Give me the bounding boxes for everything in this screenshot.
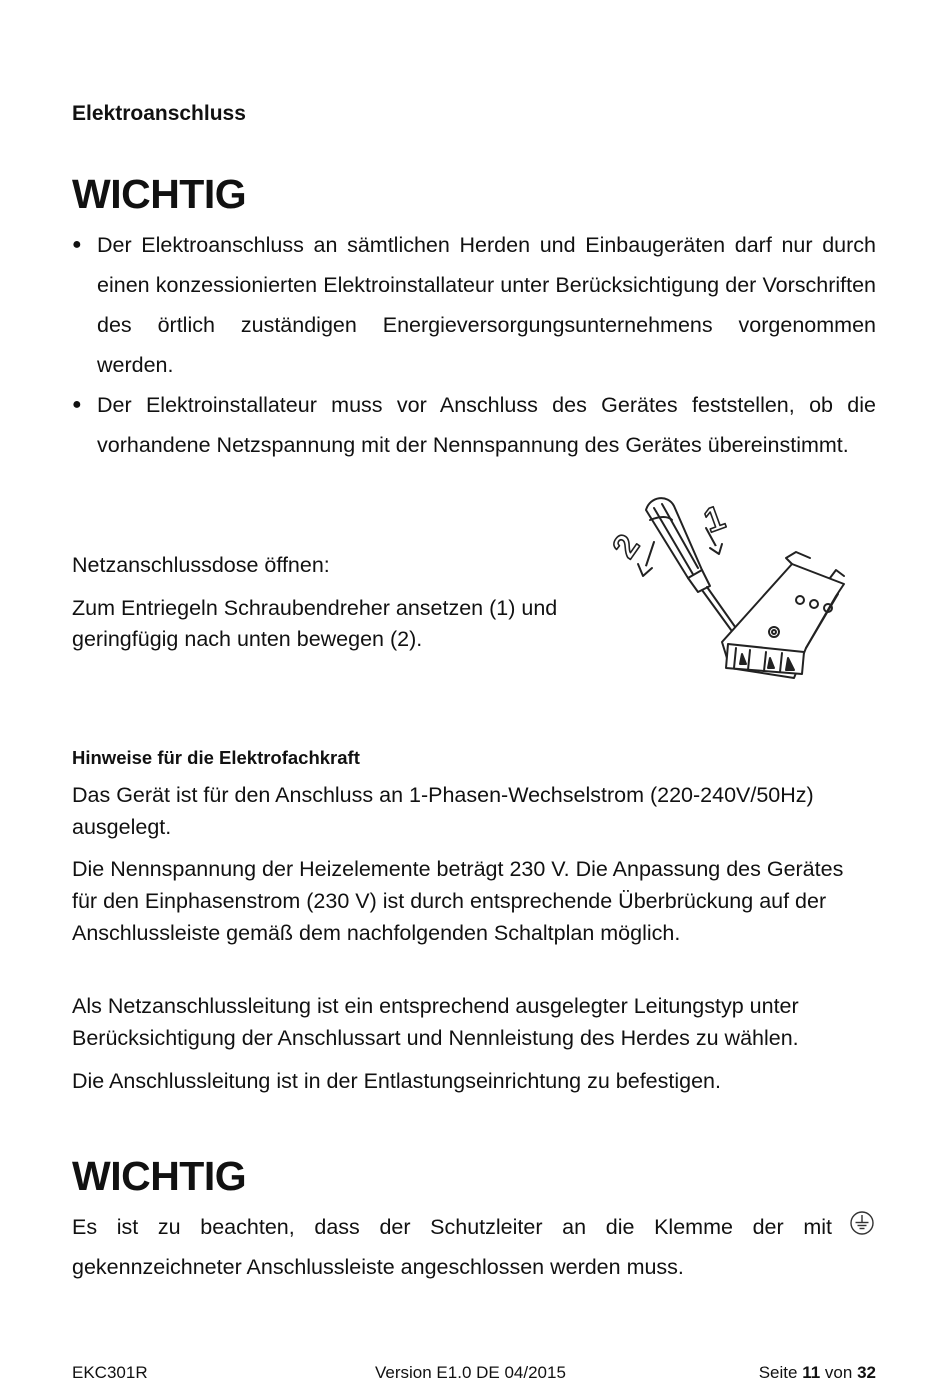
label-2-glyph [605,528,647,565]
footer-page-total: 32 [857,1363,876,1382]
bullet-dot-icon: ● [72,236,82,253]
bullet-text: Der Elektroanschluss an sämtlichen Herden und Einbaugeräten darf nur durch einen konzessionierten Elektroinstallateur unter Berücksichtigung der Vorschriften des örtlich zuständigen Energieversorgungsunternehmens vorgenommen werden. [97,233,876,377]
electrician-note-paragraph: Das Gerät ist für den Anschluss an 1-Phasen-Wechselstrom (220-240V/50Hz) ausgelegt. [72,783,814,839]
electrician-notes-heading: Hinweise für die Elektrofachkraft [72,747,360,768]
figure-label-2: 2 [605,527,648,565]
footer-model: EKC301R [72,1363,148,1382]
protective-conductor-line1: Es ist zu beachten, dass der Schutzleiter an die Klemme der mit [72,1215,832,1239]
warning-heading-2: WICHTIG [72,1153,247,1199]
open-box-title: Netzanschlussdose öffnen: [72,553,330,577]
screwdriver-illustration [605,492,850,682]
electrician-note-paragraph: Die Nennspannung der Heizelemente beträgt 230 V. Die Anpassung des Gerätes für den Einphasenstrom (230 V) ist durch entsprechende Überbrückung auf der Anschlussleiste gemäß dem nachfolgenden Schaltplan möglich. [72,857,844,945]
open-box-instruction-line2: geringfügig nach unten bewegen (2). [72,627,423,651]
electrician-note-paragraph: Als Netzanschlussleitung ist ein entsprechend ausgelegter Leitungstyp unter Berücksichtigung der Anschlussart und Nennleistung des Herdes zu wählen. [72,994,799,1050]
footer-page-current: 11 [802,1363,821,1382]
figure-label-1: 1 [699,498,730,541]
footer-page-separator: von [824,1363,853,1382]
bullet-item [72,385,876,465]
protective-conductor-line2: gekennzeichneter Anschlussleiste angeschlossen werden muss. [72,1255,684,1279]
ground-symbol-icon [849,1210,875,1236]
footer-page-prefix: Seite [758,1363,798,1382]
open-box-instruction-line1: Zum Entriegeln Schraubendreher ansetzen (1) und [72,596,558,620]
bullet-text: Der Elektroinstallateur muss vor Anschluss des Gerätes feststellen, ob die vorhandene Netzspannung mit der Nennspannung des Gerätes übereinstimmt. [97,393,876,457]
bullet-item [72,225,876,385]
footer-page-number [759,1362,876,1384]
bullet-dot-icon: ● [72,396,82,413]
footer-version: Version E1.0 DE 04/2015 [375,1363,566,1382]
section-title: Elektroanschluss [72,102,246,125]
electrician-note-paragraph: Die Anschlussleitung ist in der Entlastungseinrichtung zu befestigen. [72,1069,721,1093]
warning-bullet-list [72,225,876,465]
warning-heading: WICHTIG [72,171,247,217]
